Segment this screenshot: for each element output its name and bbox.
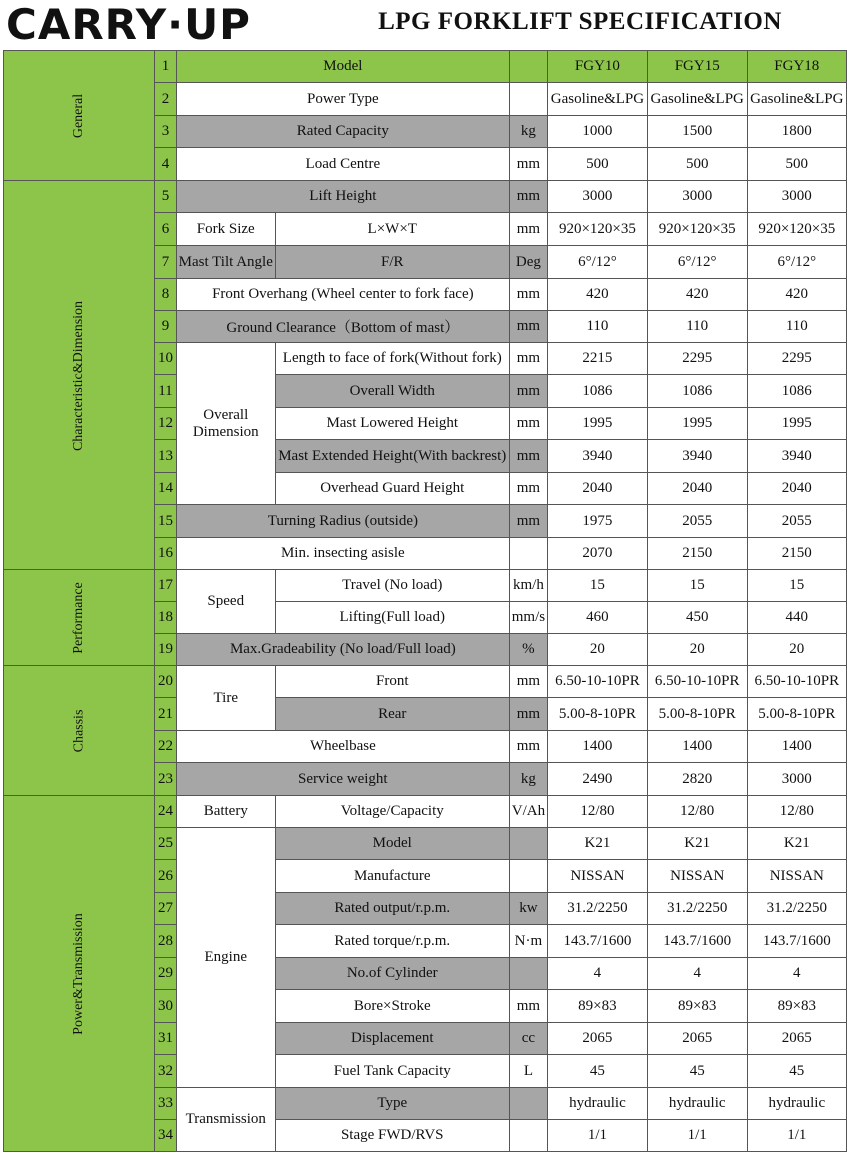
value-cell: 31.2/2250 [548, 893, 648, 925]
value-cell: 6.50-10-10PR [647, 666, 747, 698]
spec-label: Min. insecting asisle [176, 538, 509, 570]
value-cell: 110 [548, 311, 648, 343]
unit-cell: mm [509, 311, 547, 343]
speed-group: Speed [176, 570, 275, 634]
unit-cell [509, 51, 547, 83]
value-cell: 1/1 [747, 1120, 846, 1152]
spec-label: Voltage/Capacity [275, 796, 509, 828]
row-number: 17 [155, 570, 177, 602]
row-number: 30 [155, 990, 177, 1023]
section-name: Characteristic&Dimension [71, 300, 87, 451]
value-cell: 143.7/1600 [747, 925, 846, 958]
value-cell: 440 [747, 602, 846, 634]
value-cell: 3940 [747, 440, 846, 473]
spec-label: Max.Gradeability (No load/Full load) [176, 634, 509, 666]
value-cell: 2820 [647, 763, 747, 796]
value-cell: 2065 [548, 1023, 648, 1055]
value-cell: 500 [647, 148, 747, 181]
row-number: 33 [155, 1088, 177, 1120]
row-number: 3 [155, 116, 177, 148]
value-cell: 3000 [747, 181, 846, 213]
value-cell: 2065 [647, 1023, 747, 1055]
unit-cell: kg [509, 763, 547, 796]
value-cell: 2215 [548, 343, 648, 375]
value-cell: NISSAN [747, 860, 846, 893]
section-label [4, 51, 155, 181]
value-cell: 3000 [747, 763, 846, 796]
transmission-group: Transmission [176, 1088, 275, 1152]
group-label: Mast Tilt Angle [176, 246, 275, 279]
unit-cell: mm [509, 666, 547, 698]
value-cell: 12/80 [647, 796, 747, 828]
unit-cell [509, 1120, 547, 1152]
value-cell: Gasoline&LPG [647, 83, 747, 116]
spec-table [3, 50, 847, 1152]
spec-label: Rated output/r.p.m. [275, 893, 509, 925]
value-cell: 45 [747, 1055, 846, 1088]
spec-label: No.of Cylinder [275, 958, 509, 990]
table-row [4, 51, 847, 83]
value-cell: 3940 [548, 440, 648, 473]
row-number: 34 [155, 1120, 177, 1152]
value-cell: hydraulic [548, 1088, 648, 1120]
spec-label: Overall Width [275, 375, 509, 408]
row-number: 4 [155, 148, 177, 181]
header [0, 0, 847, 50]
section-label [4, 796, 155, 1152]
value-cell: 12/80 [747, 796, 846, 828]
value-cell: 2055 [747, 505, 846, 538]
row-number: 8 [155, 279, 177, 311]
value-cell: FGY15 [647, 51, 747, 83]
value-cell: NISSAN [647, 860, 747, 893]
unit-cell: cc [509, 1023, 547, 1055]
value-cell: 2295 [647, 343, 747, 375]
value-cell: hydraulic [747, 1088, 846, 1120]
unit-cell: mm [509, 731, 547, 763]
value-cell: 2040 [747, 473, 846, 505]
value-cell: 3940 [647, 440, 747, 473]
section-label [4, 570, 155, 666]
unit-cell: mm [509, 279, 547, 311]
value-cell: K21 [647, 828, 747, 860]
value-cell: 15 [747, 570, 846, 602]
unit-cell [509, 83, 547, 116]
spec-label: Lifting(Full load) [275, 602, 509, 634]
value-cell: 920×120×35 [647, 213, 747, 246]
value-cell: 45 [647, 1055, 747, 1088]
value-cell: 420 [747, 279, 846, 311]
page-title: LPG FORKLIFT SPECIFICATION [378, 8, 782, 35]
value-cell: 2070 [548, 538, 648, 570]
value-cell: 89×83 [548, 990, 648, 1023]
value-cell: 5.00-8-10PR [548, 698, 648, 731]
value-cell: 3000 [548, 181, 648, 213]
value-cell: 460 [548, 602, 648, 634]
spec-label: Bore×Stroke [275, 990, 509, 1023]
unit-cell: N·m [509, 925, 547, 958]
value-cell: 1400 [548, 731, 648, 763]
unit-cell: km/h [509, 570, 547, 602]
value-cell: 2065 [747, 1023, 846, 1055]
section-label [4, 181, 155, 570]
section-name: Power&Transmission [71, 913, 87, 1035]
row-number: 32 [155, 1055, 177, 1088]
table-row [4, 796, 847, 828]
value-cell: 1086 [647, 375, 747, 408]
value-cell: K21 [747, 828, 846, 860]
value-cell: 1000 [548, 116, 648, 148]
row-number: 21 [155, 698, 177, 731]
row-number: 16 [155, 538, 177, 570]
row-number: 13 [155, 440, 177, 473]
row-number: 24 [155, 796, 177, 828]
spec-label: Front Overhang (Wheel center to fork face) [176, 279, 509, 311]
value-cell: 1400 [747, 731, 846, 763]
row-number: 31 [155, 1023, 177, 1055]
row-number: 7 [155, 246, 177, 279]
unit-cell: Deg [509, 246, 547, 279]
value-cell: 6°/12° [548, 246, 648, 279]
value-cell: 2295 [747, 343, 846, 375]
value-cell: 450 [647, 602, 747, 634]
value-cell: FGY10 [548, 51, 648, 83]
tire-group: Tire [176, 666, 275, 731]
spec-label: Overhead Guard Height [275, 473, 509, 505]
unit-cell [509, 828, 547, 860]
spec-label: Power Type [176, 83, 509, 116]
row-number: 26 [155, 860, 177, 893]
value-cell: 12/80 [548, 796, 648, 828]
value-cell: 20 [747, 634, 846, 666]
value-cell: 2055 [647, 505, 747, 538]
value-cell: 1086 [747, 375, 846, 408]
value-cell: NISSAN [548, 860, 648, 893]
value-cell: hydraulic [647, 1088, 747, 1120]
unit-cell: mm [509, 505, 547, 538]
value-cell: 2040 [647, 473, 747, 505]
spec-label: Displacement [275, 1023, 509, 1055]
spec-label: Load Centre [176, 148, 509, 181]
spec-label: Service weight [176, 763, 509, 796]
value-cell: 143.7/1600 [548, 925, 648, 958]
unit-cell [509, 958, 547, 990]
unit-cell: mm [509, 440, 547, 473]
group-label: Battery [176, 796, 275, 828]
spec-label: L×W×T [275, 213, 509, 246]
value-cell: 1975 [548, 505, 648, 538]
spec-label: Rated Capacity [176, 116, 509, 148]
unit-cell: L [509, 1055, 547, 1088]
value-cell: FGY18 [747, 51, 846, 83]
unit-cell [509, 860, 547, 893]
value-cell: 1400 [647, 731, 747, 763]
row-number: 27 [155, 893, 177, 925]
value-cell: 20 [647, 634, 747, 666]
value-cell: 420 [647, 279, 747, 311]
spec-label: Ground Clearance（Bottom of mast） [176, 311, 509, 343]
value-cell: 15 [548, 570, 648, 602]
section-name: Performance [71, 582, 87, 654]
value-cell: 6.50-10-10PR [747, 666, 846, 698]
spec-label: Model [176, 51, 509, 83]
value-cell: 5.00-8-10PR [647, 698, 747, 731]
value-cell: 6°/12° [747, 246, 846, 279]
section-name: General [71, 93, 87, 139]
overall-dimension-group: Overall Dimension [176, 343, 275, 505]
value-cell: 6°/12° [647, 246, 747, 279]
table-row [4, 570, 847, 602]
value-cell: 500 [747, 148, 846, 181]
row-number: 20 [155, 666, 177, 698]
unit-cell [509, 1088, 547, 1120]
spec-label: Stage FWD/RVS [275, 1120, 509, 1152]
value-cell: 2150 [647, 538, 747, 570]
spec-label: Rated torque/r.p.m. [275, 925, 509, 958]
value-cell: 1/1 [647, 1120, 747, 1152]
unit-cell: mm [509, 698, 547, 731]
spec-label: Travel (No load) [275, 570, 509, 602]
unit-cell: mm [509, 990, 547, 1023]
unit-cell: mm [509, 408, 547, 440]
value-cell: 89×83 [647, 990, 747, 1023]
row-number: 6 [155, 213, 177, 246]
value-cell: 1500 [647, 116, 747, 148]
unit-cell [509, 538, 547, 570]
row-number: 15 [155, 505, 177, 538]
value-cell: 15 [647, 570, 747, 602]
value-cell: 500 [548, 148, 648, 181]
value-cell: 110 [747, 311, 846, 343]
unit-cell: mm [509, 148, 547, 181]
unit-cell: mm [509, 473, 547, 505]
unit-cell: mm [509, 343, 547, 375]
value-cell: 920×120×35 [747, 213, 846, 246]
value-cell: Gasoline&LPG [747, 83, 846, 116]
value-cell: 2490 [548, 763, 648, 796]
row-number: 12 [155, 408, 177, 440]
row-number: 10 [155, 343, 177, 375]
spec-label: Model [275, 828, 509, 860]
section-name: Chassis [71, 709, 87, 753]
spec-label: Rear [275, 698, 509, 731]
value-cell: 3000 [647, 181, 747, 213]
value-cell: 1995 [647, 408, 747, 440]
value-cell: 1995 [548, 408, 648, 440]
table-row [4, 666, 847, 698]
spec-label: Type [275, 1088, 509, 1120]
spec-label: Mast Extended Height(With backrest) [275, 440, 509, 473]
value-cell: 4 [548, 958, 648, 990]
value-cell: 920×120×35 [548, 213, 648, 246]
unit-cell: mm [509, 375, 547, 408]
spec-label: Turning Radius (outside) [176, 505, 509, 538]
row-number: 14 [155, 473, 177, 505]
spec-label: Length to face of fork(Without fork) [275, 343, 509, 375]
row-number: 29 [155, 958, 177, 990]
value-cell: 1086 [548, 375, 648, 408]
row-number: 9 [155, 311, 177, 343]
value-cell: 2040 [548, 473, 648, 505]
row-number: 11 [155, 375, 177, 408]
spec-label: Wheelbase [176, 731, 509, 763]
engine-group: Engine [176, 828, 275, 1088]
value-cell: 31.2/2250 [647, 893, 747, 925]
brand-logo: CARRY·UP [6, 0, 251, 49]
unit-cell: mm/s [509, 602, 547, 634]
value-cell: 89×83 [747, 990, 846, 1023]
row-number: 1 [155, 51, 177, 83]
row-number: 2 [155, 83, 177, 116]
unit-cell: mm [509, 213, 547, 246]
value-cell: 5.00-8-10PR [747, 698, 846, 731]
section-label [4, 666, 155, 796]
spec-label: Mast Lowered Height [275, 408, 509, 440]
row-number: 18 [155, 602, 177, 634]
table-row [4, 181, 847, 213]
value-cell: K21 [548, 828, 648, 860]
spec-label: F/R [275, 246, 509, 279]
row-number: 22 [155, 731, 177, 763]
spec-label: Front [275, 666, 509, 698]
group-label: Fork Size [176, 213, 275, 246]
unit-cell: V/Ah [509, 796, 547, 828]
unit-cell: kg [509, 116, 547, 148]
value-cell: Gasoline&LPG [548, 83, 648, 116]
row-number: 28 [155, 925, 177, 958]
row-number: 25 [155, 828, 177, 860]
value-cell: 31.2/2250 [747, 893, 846, 925]
row-number: 19 [155, 634, 177, 666]
value-cell: 4 [647, 958, 747, 990]
spec-label: Fuel Tank Capacity [275, 1055, 509, 1088]
unit-cell: kw [509, 893, 547, 925]
value-cell: 420 [548, 279, 648, 311]
row-number: 5 [155, 181, 177, 213]
unit-cell: % [509, 634, 547, 666]
spec-label: Manufacture [275, 860, 509, 893]
value-cell: 4 [747, 958, 846, 990]
value-cell: 6.50-10-10PR [548, 666, 648, 698]
value-cell: 1800 [747, 116, 846, 148]
spec-label: Lift Height [176, 181, 509, 213]
unit-cell: mm [509, 181, 547, 213]
value-cell: 110 [647, 311, 747, 343]
value-cell: 1995 [747, 408, 846, 440]
value-cell: 2150 [747, 538, 846, 570]
value-cell: 1/1 [548, 1120, 648, 1152]
value-cell: 143.7/1600 [647, 925, 747, 958]
value-cell: 20 [548, 634, 648, 666]
value-cell: 45 [548, 1055, 648, 1088]
row-number: 23 [155, 763, 177, 796]
